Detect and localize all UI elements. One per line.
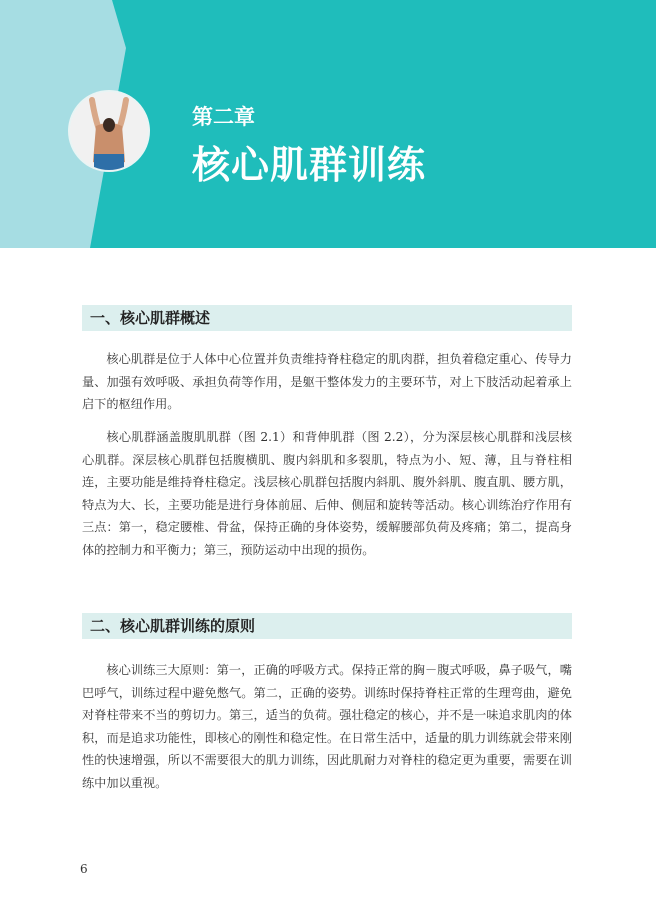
person-stretch-photo (70, 92, 148, 170)
paragraph: 核心肌群是位于人体中心位置并负责维持脊柱稳定的肌肉群，担负着稳定重心、传导力量、加强有效呼吸、承担负荷等作用，是躯干整体发力的主要环节，对上下肢活动起着承上启下的枢纽作用。 (82, 352, 572, 411)
page-number: 6 (80, 862, 88, 876)
paragraph: 核心肌群涵盖腹肌肌群（图 2.1）和背伸肌群（图 2.2），分为深层核心肌群和浅层核心肌群。深层核心肌群包括腹横肌、腹内斜肌和多裂肌，特点为小、短、薄，且与脊柱相连，主要功能是维持脊柱稳定。浅层核心肌群包括腹内斜肌、腹外斜肌、腹直肌、腰方肌，特点为大、长，主要功能是进行身体前屈、后伸、侧屈和旋转等活动。核心训练治疗作用有三点：第一，稳定腰椎、骨盆，保持正确的身体姿势，缓解腰部负荷及疼痛；第二，提高身体的控制力和平衡力；第三，预防运动中出现的损伤。 (82, 430, 572, 557)
chapter-number: 第二章 (192, 105, 255, 129)
section-heading-overview: 一、核心肌群概述 (82, 305, 572, 331)
section-heading-principles: 二、核心肌群训练的原则 (82, 613, 572, 639)
paragraph: 核心训练三大原则：第一，正确的呼吸方式。保持正常的胸－腹式呼吸，鼻子吸气，嘴巴呼气，训练过程中避免憋气。第二，正确的姿势。训练时保持脊柱正常的生理弯曲，避免对脊柱带来不当的剪切力。第三，适当的负荷。强壮稳定的核心，并不是一味追求肌肉的体积，而是追求功能性，即核心的刚性和稳定性。在日常生活中，适量的肌力训练就会带来刚性的快速增强，所以不需要很大的肌力训练，因此肌耐力对脊柱的稳定更为重要，需要在训练中加以重视。 (82, 663, 572, 790)
person-icon (70, 92, 148, 170)
chapter-title: 核心肌群训练 (192, 143, 427, 187)
